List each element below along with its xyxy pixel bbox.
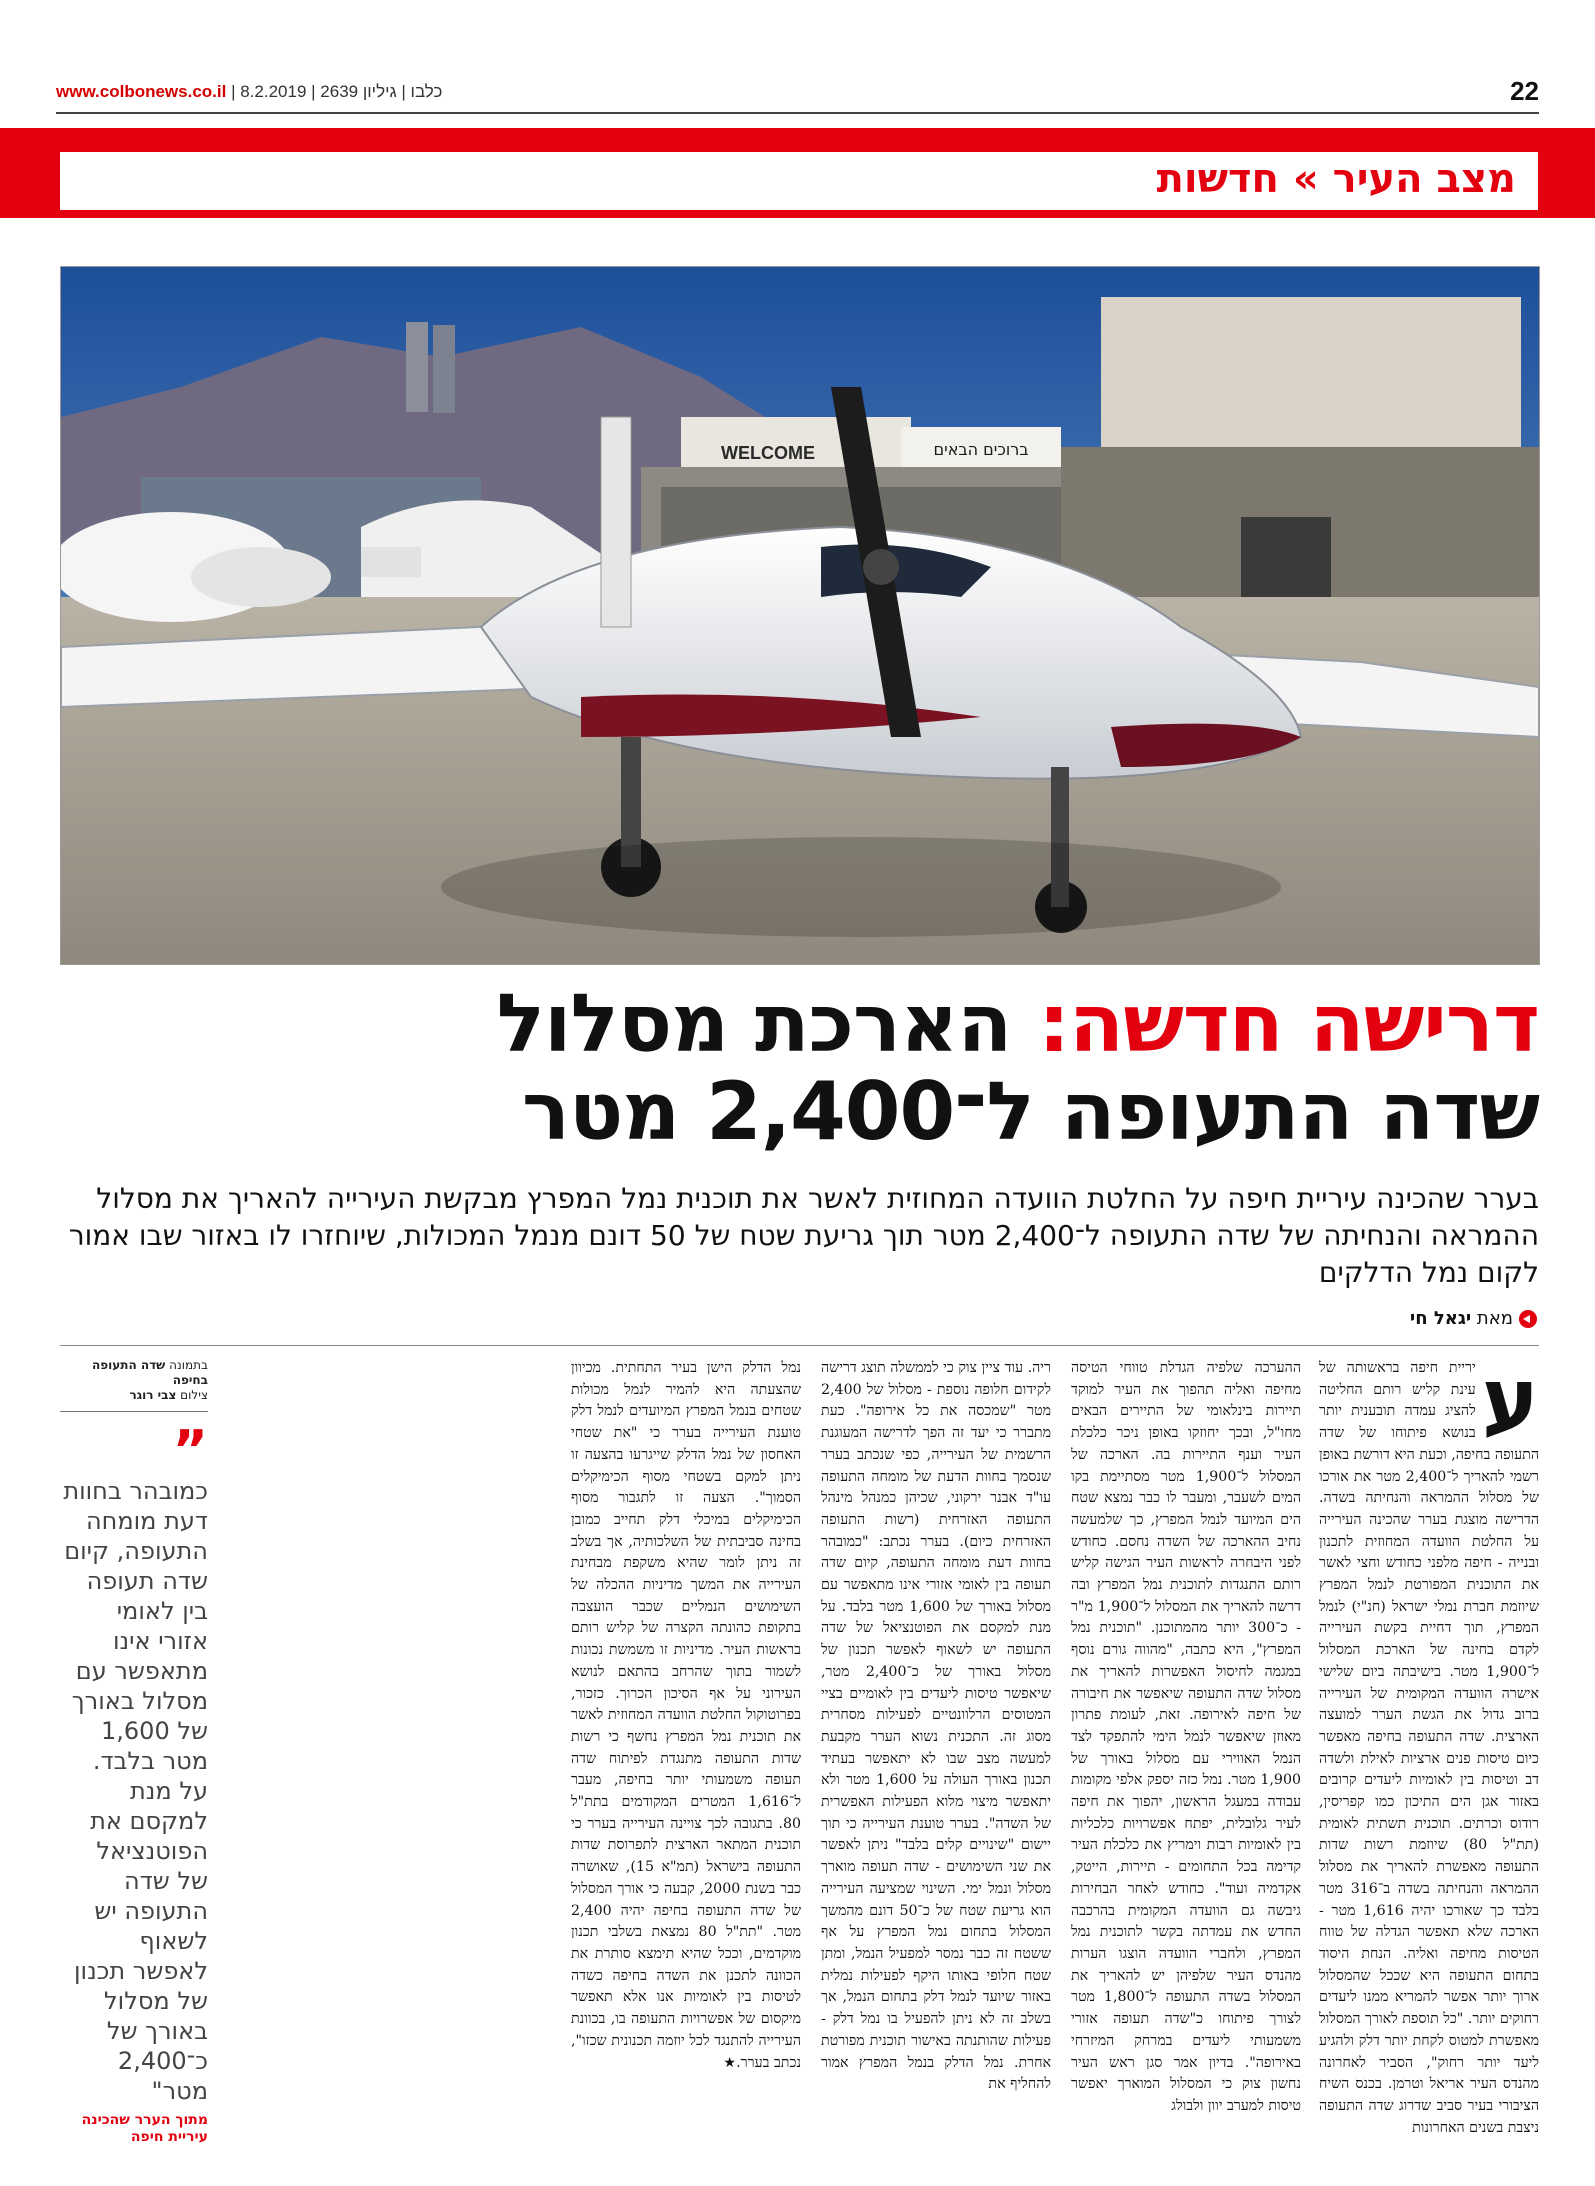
hebrew-sign: ברוכים הבאים [933,440,1029,459]
caption-subject: שדה התעופה בחיפה [92,1358,208,1387]
drop-cap: ע [1481,1358,1539,1450]
byline [1410,1308,1537,1329]
article-column-4 [571,1358,801,2158]
article-column-1 [1319,1358,1539,2158]
article-column-2 [1071,1358,1301,2158]
welcome-sign: WELCOME [721,443,815,463]
photo-caption [60,1358,208,1412]
section-label-box [60,152,1538,210]
article-photo [60,266,1540,965]
byline-author: יגאל חי [1409,1308,1472,1329]
column-text-1: יריית חיפה בראשותה של עינת קליש רותם החליטה להציג עמדה תובענית יותר בנושא פיתוחו של שדה התעופה בחיפה, וכעת היא דורשת באופן רשמי להאריך ל־2,400 מטר את אורכו של מסלול ההמראה והנחיתה בשדה. הדרישה מוצגת בערר שהכינה העירייה על החלטת הוועדה המחוזית לתכנון ובנייה - חיפה מלפני כחודש וחצי לאשר את התוכנית המפורטת לנמל המפרץ שיוזמת חברת נמלי ישראל (חנ"י) לנמל המפרץ, תוך דחיית בקשת העירייה לקדם בחינה של הארכת המסלול ל־1,900 מטר. בישיבתה ביום שלישי אישרה הוועדה המקומית של העירייה ברוב גדול את הגשת הערר למועצה הארצית. שדה התעופה בחיפה מאפשר כיום טיסות פנים ארציות לאילת ולשדה דב וטיסות בין לאומיות ליעדים קרובים באזור אגן הים התיכון כמו קפריסין, רודוס וכרתים. תוכנית תשתית לאומית (תת"ל 80) שיוזמת רשות שדות התעופה מאפשרת להאריך את מסלול ההמראה והנחיתה בשדה ב־316 מטר בלבד כך שאורכו יהיה 1,616 מטר - הארכה שלא תאפשר הגדלה של טווח הטיסות מחיפה ואליה. הנחת היסוד בתחום התעופה היא שככל שהמסלול ארוך יותר אפשר להמריא ממנו ליעדים רחוקים יותר. "כל תוספת לאורך המסלול מאפשרת למטוס לקחת יותר דלק ולהגיע ליעד יותר רחוק", הסביר לאחרונה מהנדס העיר אריאל וטרמן. בכנס השיח הציבורי בעיר סביב שדרוג שדה התעופה ניצבת בשנים האחרונות [1319,1360,1539,2136]
headline-kicker: דרישה חדשה: [1038,977,1539,1070]
byline-prefix: מאת [1476,1308,1513,1329]
pull-quote: כמובהר בחוות דעת מומחה התעופה, קיום שדה תעופה בין לאומי אזורי אינו מתאפשר עם מסלול באורך של 1,600 מטר בלבד. על מנת למקסם את הפוטנציאל של שדה התעופה יש לשאוף לאפשר תכנון של מסלול באורך של כ־2,400 מטר" [63,1477,208,2105]
divider [60,1345,1539,1346]
caption-label: בתמונה [169,1358,208,1372]
article-headline [60,977,1539,1158]
headline-line2: שדה התעופה ל־2,400 מטר [521,1065,1539,1158]
headline-line1: הארכת מסלול [496,977,1039,1070]
page-number: 22 [1510,76,1539,106]
site-url[interactable]: www.colbonews.co.il [56,82,227,101]
section-label: מצב העיר » חדשות [1156,156,1516,202]
column-text-4: נמל הדלק הישן בעיר התחתית. מכיוון שהצעתה היא להמיר לנמל מכולות שטחים בנמל המפרץ המיועדים לנמל דלק טוענת העירייה בערר כי "את שטחי האחסון של נמל הדלק שייגרעו בהצעה זו ניתן למקם בשטחי מסוף הכימיקלים הסמוך". הצעה זו לתגבור מסוף הכימיקלים במיכלי דלק תחייב כמובן בחינה סביבתית של השלכותיה, אך בשלב זה ניתן לומר שהיא משקפת מבחינת העירייה את המשך מדיניות ההכלה של השימושים הנמליים שכבר הועצבה בתקופת כהונתה הקצרה של קליש רותם בראשות העיר. מדיניות זו משמשת נכונות לשמור בתוך שהרחב בהתאם לנושא העירוני על אף הסיכון הכרוך. כזכור, בפרוטוקול החלטת הוועדה המחוזית לאשר את תוכנית נמל המפרץ נחשף כי רשות שדות התעופה מתנגדת לפיתוח שדה תעופה משמעותי יותר בחיפה, מעבר ל־1,616 המטרים המקודמים בתת"ל 80. בתגובה לכך צויינה העירייה בערר כי תוכנית המתאר הארצית לתפרוסת שדות התעופה בישראל (תמ"א 15), שאושרה כבר בשנת 2000, קבעה כי אורך המסלול של שדה התעופה בחיפה יהיה 2,400 מטר. "תת"ל 80 נמצאת בשלבי תכנון מוקדמים, וככל שהיא תימצא סותרת את הכוונה לתכנן את השדה בחיפה כשדה לטיסות בין לאומיות אנו אלא תאפשר מיקסום של אפשרויות התעופה בו, בכוונת העירייה להתנגד לכל יוזמה תכנונית שכזו", נכתב בערר.★ [571,1360,801,2071]
page-header [56,72,1539,114]
column-text-2: ההערכה שלפיה הגדלת טווחי הטיסה מחיפה ואליה תהפוך את העיר למוקד תיירות בינלאומי של התיירים הבאים מחו"ל, ובכך יחוזקו באופן ניכר כלכלת העיר וענף התיירות בה. הארכה של המסלול ל־1,900 מטר מסתיימת בקו המים לשעבר, ומעבר לו כבר נמצא שטח הים המיועד לנמל המפרץ, כך שלמעשה נחיב ההארכה של השדה נחסם. כחודש לפני היבחרה לראשות העיר הגישה קליש רותם התנגדות לתוכנית נמל המפרץ ובה דרשה להאריך את המסלול ל־1,900 מ"ר - כ־300 יותר מהמתוכנן. "תוכנית נמל המפרץ", היא כתבה, "מהווה גורם נוסף במגמה לחיסול האפשרות להאריך את מסלול שדה התעופה שיאפשר את חיבורה של חיפה לאירופה. זאת, לעומת פתרון מאוזן שיאפשר לנמל הימי להתפקד לצד הנמל האווירי עם מסלול באורך של 1,900 מטר. נמל כזה יספק אלפי מקומות עבודה במעגל הראשון, יהפוך את חיפה לעיר גלובלית, יפתח אפשרויות כלכליות בין לאומיות רבות וימריץ את כלכלת העיר קדימה בכל התחומים - תיירות, הייטק, אקדמיה ועוד". כחודש לאחר הבחירות גיבשה גם הוועדה המקומית בהרכבה החדש את עמדתה בקשר לתוכנית נמל המפרץ, ולחברי הוועדה הוצגו הערות מהנדס העיר שלפיהן יש להאריך את המסלול בשדה התעופה ל־1,800 מטר לצורך פיתוחו כ"שדה תעופה אזורי משמעותי ליעדים במרחק המיזרחי באירופה". בדיון אמר סגן ראש העיר נחשון צוק כי המסלול המוארך יאפשר טיסות למערב יוון ולבולג [1071,1360,1301,2114]
article-deck: בערר שהכינה עיריית חיפה על החלטת הוועדה המחוזית לאשר את תוכנית נמל המפרץ מבקשת העירייה להאריך את מסלול ההמראה והנחיתה של שדה התעופה ל־2,400 מטר תוך גריעת שטח של 50 דונם מנמל המכולות, שיוחזרו לו באזור שבו אמור לקום נמל הדלקים [68,1182,1539,1289]
issue-info: | כלבו | גיליון 2639 | 8.2.2019 [231,82,443,101]
quote-mark-icon: ” [172,1419,208,1482]
quote-source: מתוך הערר שהכינה עיריית חיפה [81,2112,208,2145]
article-column-3 [821,1358,1051,2158]
credit-name: צבי רוגר [129,1388,177,1402]
column-text-3: ריה. עוד ציין צוק כי לממשלה תוצג דרישה לקידום חלופה נוספת - מסלול של 2,400 מטר "שמכסה את כל אירופה". כעת מתברר כי יעד זה הפך לדרישה המעוגנת הרשמית של העירייה, כפי שנכתב בערר שנסמך בחוות הדעת של מומחה התעופה עו"ד אבנר ירקוני, שכיהן כמנהל מינהל התעופה האזרחית (רשות התעופה האזרחית כיום). בערר נכתב: "כמובהר בחוות דעת מומחה התעופה, קיום שדה תעופה בין לאומי אזורי אינו מתאפשר עם מסלול באורך של 1,600 מטר בלבד. על מנת למקסם את הפוטנציאל של שדה התעופה יש לשאוף לאפשר תכנון של מסלול באורך של כ־2,400 מטר, שיאפשר טיסות ליעדים בין לאומיים בציי המטוסים הרלוונטיים לפעילות מסחרית מסוג זה. התכנית נשוא הערר מקבעת למעשה מצב שבו לא יתאפשר בעתיד תכנון באורך העולה על 1,600 מטר ולא יתאפשר מיצוי מלוא הפעילות האפשרית של השדה". בערר טוענת העירייה כי תוך יישום "שינויים קלים בלבד" ניתן לאפשר את שני השימושים - שדה תעופה מוארך מסלול ונמל ימי. השינוי שמציעה העירייה הוא גריעת שטח של כ־50 דונם מהמשך המסלול בתחום נמל המפרץ על אף ששטח זה כבר נמסר למפעיל הנמל, ומתן שטח חלופי באותו היקף לפעילות נמלית באזור שיועד לנמל דלק בתחום הנמל, אך בשלב זה לא ניתן להפעיל בו נמל דלק - פעילות שהותנתה באישור תוכנית מפורטת אחרת. נמל הדלק בנמל המפרץ אמור להחליף את [821,1360,1051,2093]
arrow-icon [1519,1310,1537,1328]
site-info [56,82,442,102]
credit-label: צילום [180,1388,208,1402]
sidebar [60,1358,208,2158]
